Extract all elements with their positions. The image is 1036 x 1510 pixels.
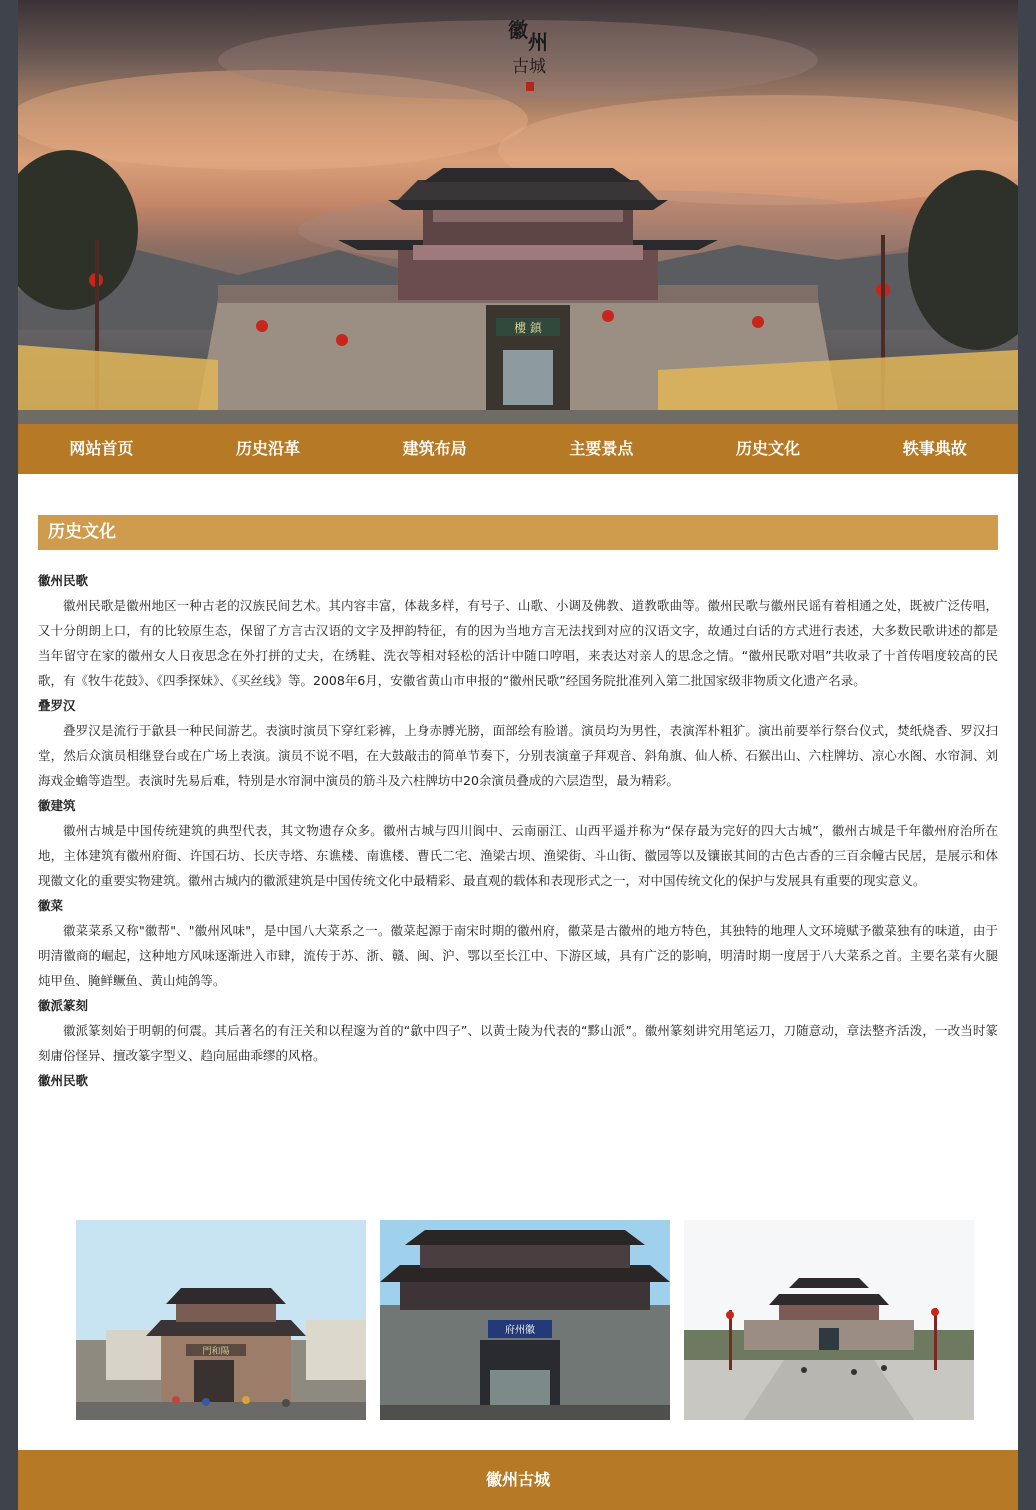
red-seal-icon xyxy=(526,82,534,91)
nav-attractions[interactable]: 主要景点 xyxy=(569,439,634,458)
nav-culture[interactable]: 历史文化 xyxy=(736,439,801,458)
nav-history[interactable]: 历史沿革 xyxy=(236,439,301,458)
nav-home[interactable]: 网站首页 xyxy=(69,439,134,458)
article-paragraph: 叠罗汉是流行于歙县一种民间游艺。表演时演员下穿红彩裤，上身赤膊光膀，面部绘有脸谱。演员均为男性，表演浑朴粗犷。演出前要举行祭台仪式，焚纸烧香、罗汉扫堂，然后众演员相继登台或在广场上表演。演员不说不唱，在大鼓敲击的简单节奏下，分别表演童子拜观音、斜角旗、仙人桥、石猴出山、六柱牌坊、凉心水阁、水帘洞、刘海戏金蟾等造型。表演时先易后难，特别是水帘洞中演员的筋斗及六柱牌坊中20余演员叠成的六层造型，最为精彩。 xyxy=(38,723,998,788)
site-logo[interactable] xyxy=(498,12,558,92)
section-title: 历史文化 xyxy=(48,522,116,542)
gate-plaque-text: 門和陽 xyxy=(202,1347,230,1357)
nav-anecdotes[interactable]: 轶事典故 xyxy=(902,439,967,458)
article-paragraph: 徽州古城是中国传统建筑的典型代表，其文物遗存众多。徽州古城与四川阆中、云南丽江、山西平遥并称为“保存最为完好的四大古城”，徽州古城是千年徽州府治所在地，主体建筑有徽州府衙、许国石坊、长庆寺塔、东谯楼、南谯楼、曹氏二宅、渔梁古坝、渔梁街、斗山街、徽园等以及镶嵌其间的古色古香的三百余幢古民居，是展示和体现徽文化的重要实物建筑。徽州古城内的徽派建筑是中国传统文化中最精彩、最直观的载体和表现形式之一，对中国传统文化的保护与发展具有重要的现实意义。 xyxy=(38,823,998,888)
gallery-photo-1[interactable] xyxy=(76,1220,366,1420)
article-paragraph: 徽派篆刻始于明朝的何震。其后著名的有汪关和以程邃为首的“歙中四子”、以黄士陵为代表的“黟山派”。徽州篆刻讲究用笔运刀，刀随意动，章法整齐活泼，一改当时篆刻庸俗怪异、擅改篆字型义、趋向屈曲乖缪的风格。 xyxy=(38,1023,998,1063)
section-header xyxy=(38,515,998,550)
gate-plaque-text: 樓 鎮 xyxy=(514,321,542,335)
article-heading: 徽菜 xyxy=(38,898,64,913)
nav-architecture[interactable]: 建筑布局 xyxy=(402,439,467,458)
hero-banner xyxy=(18,0,1018,424)
gallery-photo-2[interactable] xyxy=(380,1220,670,1420)
article-heading: 徽建筑 xyxy=(38,798,76,813)
gallery-photo-3[interactable] xyxy=(684,1220,974,1420)
page xyxy=(18,0,1018,1510)
photo-gallery xyxy=(76,1220,976,1420)
logo-char-2: 州 xyxy=(528,30,548,54)
main-nav xyxy=(18,424,1018,474)
logo-subtitle: 古城 xyxy=(512,57,546,77)
article-body xyxy=(38,568,998,1093)
article-heading: 徽派篆刻 xyxy=(38,998,89,1013)
logo-char-1: 徽 xyxy=(508,18,528,42)
site-footer xyxy=(18,1450,1018,1510)
gallery-heading: 徽州民歌 xyxy=(38,1073,89,1088)
article-paragraph: 徽州民歌是徽州地区一种古老的汉族民间艺术。其内容丰富，体裁多样，有号子、山歌、小调及佛教、道教歌曲等。徽州民歌与徽州民谣有着相通之处，既被广泛传唱，又十分朗朗上口，有的比较原生态，保留了方言古汉语的文字及押韵特征，有的因为当地方言无法找到对应的汉语文字，故通过白话的方式进行表述，大多数民歌讲述的都是当年留守在家的徽州女人日夜思念在外打拼的丈夫，在绣鞋、洗衣等相对轻松的活计中随口哼唱，来表达对亲人的思念之情。“徽州民歌对唱”共收录了十首传唱度较高的民歌，有《牧牛花鼓》、《四季探妹》、《买丝线》等。2008年6月，安徽省黄山市申报的“徽州民歌”经国务院批准列入第二批国家级非物质文化遗产名录。 xyxy=(38,598,998,688)
article-heading: 徽州民歌 xyxy=(38,573,89,588)
article-paragraph: 徽菜菜系又称"徽帮"、"徽州风味"，是中国八大菜系之一。徽菜起源于南宋时期的徽州府，徽菜是古徽州的地方特色，其独特的地理人文环境赋予徽菜独有的味道，由于明清徽商的崛起，这种地方风味逐渐进入市肆，流传于苏、浙、赣、闽、沪、鄂以至长江中、下游区域，具有广泛的影响，明清时期一度居于八大菜系之首。主要名菜有火腿炖甲鱼、腌鲜鳜鱼、黄山炖鸽等。 xyxy=(38,923,998,988)
gate-plaque-text: 府州徽 xyxy=(505,1325,535,1336)
article-heading: 叠罗汉 xyxy=(38,698,76,713)
footer-title: 徽州古城 xyxy=(485,1470,550,1489)
